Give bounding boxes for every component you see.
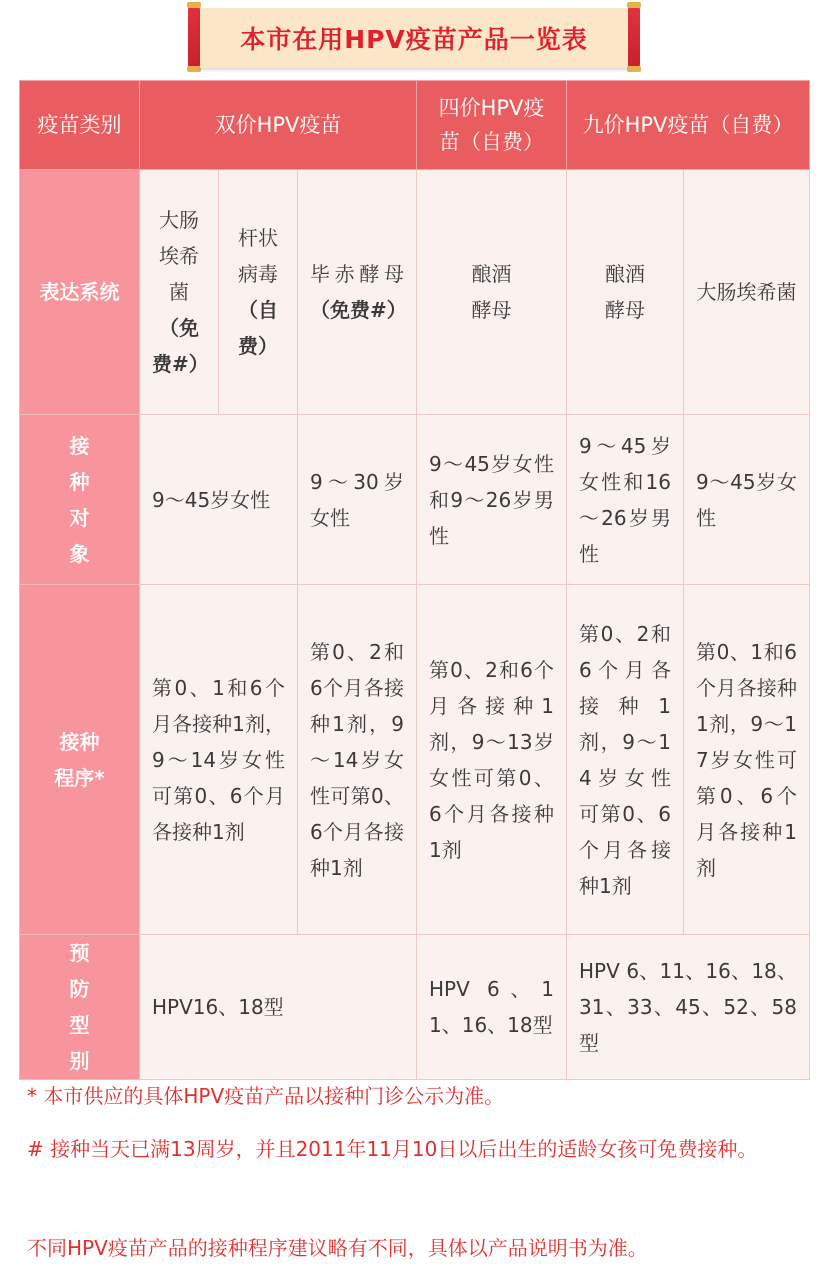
row-label-types: 预防型别 bbox=[20, 935, 140, 1080]
expression-row bbox=[20, 170, 810, 415]
table-cell: 9～45岁女性和9～26岁男性 bbox=[417, 415, 567, 585]
table-cell: 9～45岁女性和16～26岁男性 bbox=[567, 415, 684, 585]
scroll-cap bbox=[187, 66, 201, 72]
table-cell: 第0、1和6个月各接种1剂，9～17岁女性可第0、6个月各接种1剂 bbox=[684, 585, 810, 935]
scroll-cap bbox=[627, 66, 641, 72]
target-row bbox=[20, 415, 810, 585]
table-cell: HPV 6、11、16、18型 bbox=[417, 935, 567, 1080]
table-cell: 9～45岁女性 bbox=[684, 415, 810, 585]
table-cell: 9～30岁女性 bbox=[298, 415, 417, 585]
row-label-target: 接种对象 bbox=[20, 415, 140, 585]
page-title: 本市在用HPV疫苗产品一览表 bbox=[240, 25, 588, 54]
title-box bbox=[200, 8, 628, 68]
row-label-expression: 表达系统 bbox=[20, 170, 140, 415]
header-bivalent: 双价HPV疫苗 bbox=[140, 81, 417, 170]
hpv-vaccine-table bbox=[19, 80, 810, 1080]
row-label-schedule: 接种程序* bbox=[20, 585, 140, 935]
scroll-cap bbox=[627, 2, 641, 8]
header-row bbox=[20, 81, 810, 170]
table-cell: 毕赤酵母（免费#） bbox=[298, 170, 417, 415]
footnote-general: 不同HPV疫苗产品的接种程序建议略有不同，具体以产品说明书为准。 bbox=[27, 1236, 648, 1260]
table-cell: HPV16、18型 bbox=[140, 935, 417, 1080]
scroll-rod-right bbox=[628, 4, 640, 70]
table-cell: 第0、1和6个月各接种1剂，9～14岁女性可第0、6个月各接种1剂 bbox=[140, 585, 298, 935]
types-row bbox=[20, 935, 810, 1080]
table-cell: 第0、2和6个月各接种1剂，9～14岁女性可第0、6个月各接种1剂 bbox=[567, 585, 684, 935]
table-cell: 酿酒酵母 bbox=[567, 170, 684, 415]
header-quadrivalent: 四价HPV疫苗（自费） bbox=[417, 81, 567, 170]
table-cell: HPV 6、11、16、18、31、33、45、52、58型 bbox=[567, 935, 810, 1080]
table-cell: 杆状病毒（自费） bbox=[219, 170, 298, 415]
title-banner bbox=[0, 0, 836, 80]
footnote-hash: # 接种当天已满13周岁，并且2011年11月10日以后出生的适龄女孩可免费接种。 bbox=[27, 1137, 758, 1161]
header-category: 疫苗类别 bbox=[20, 81, 140, 170]
table-cell: 9～45岁女性 bbox=[140, 415, 298, 585]
footnote-star: * 本市供应的具体HPV疫苗产品以接种门诊公示为准。 bbox=[27, 1084, 505, 1108]
table-cell: 酿酒酵母 bbox=[417, 170, 567, 415]
table-cell: 大肠埃希菌（免费#） bbox=[140, 170, 219, 415]
scroll-rod-left bbox=[188, 4, 200, 70]
table-cell: 第0、2和6个月各接种1剂，9～13岁女性可第0、6个月各接种1剂 bbox=[417, 585, 567, 935]
table-cell: 第0、2和6个月各接种1剂，9～14岁女性可第0、6个月各接种1剂 bbox=[298, 585, 417, 935]
scroll-cap bbox=[187, 2, 201, 8]
table-cell: 大肠埃希菌 bbox=[684, 170, 810, 415]
header-nonavalent: 九价HPV疫苗（自费） bbox=[567, 81, 810, 170]
schedule-row bbox=[20, 585, 810, 935]
